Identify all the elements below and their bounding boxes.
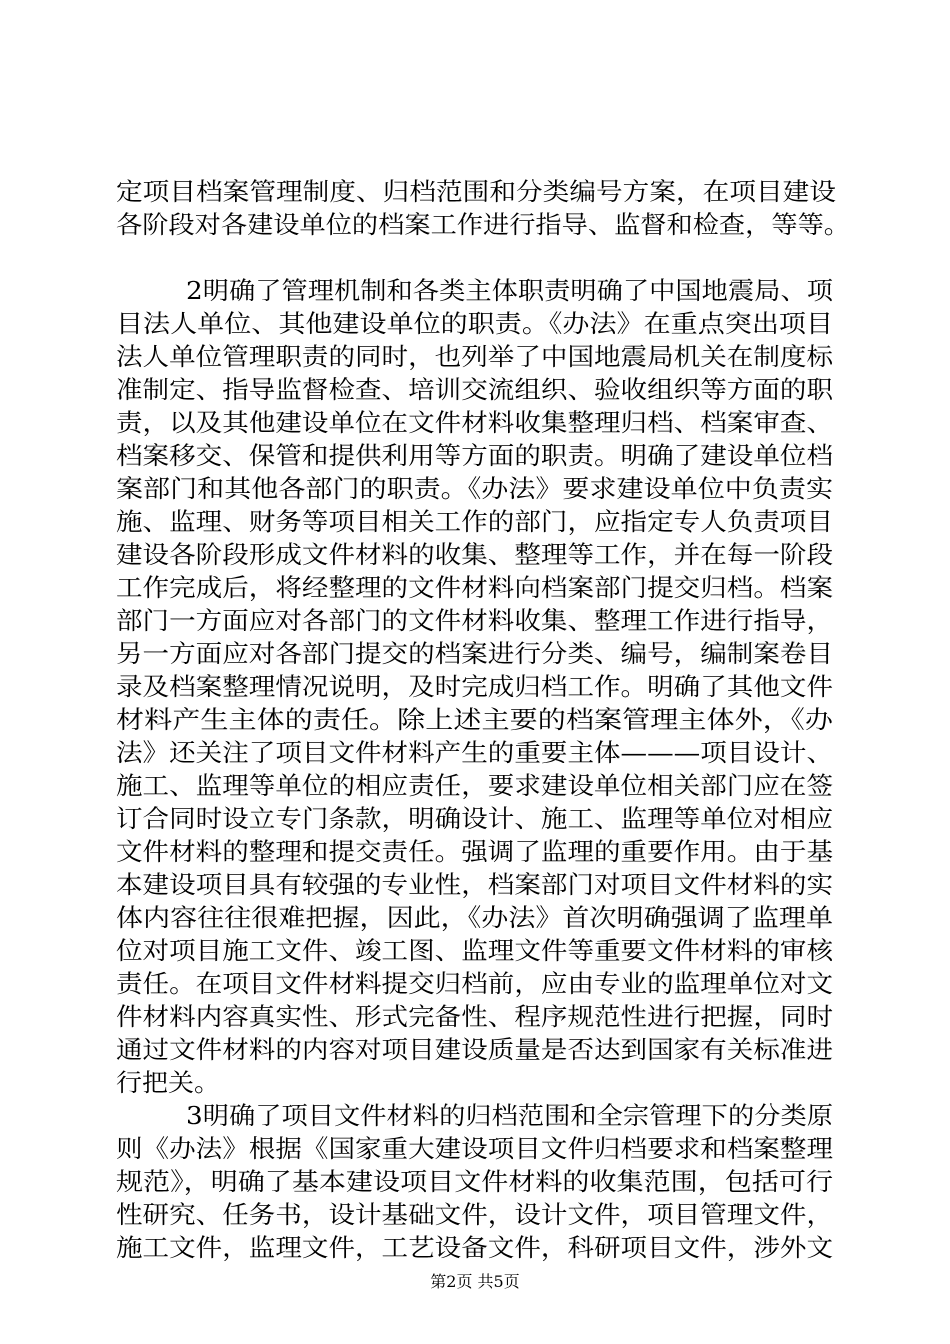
text-line: 另一方面应对各部门提交的档案进行分类、编号，编制案卷目 [116, 639, 833, 668]
text-line: 法》还关注了项目文件材料产生的重要主体———项目设计、 [116, 738, 833, 767]
page-footer [0, 1270, 950, 1294]
text-line: 工作完成后，将经整理的文件材料向档案部门提交归档。档案 [116, 573, 833, 602]
text-line: 准制定、指导监督检查、培训交流组织、验收组织等方面的职 [116, 375, 833, 404]
page-number-label: 第2页 共5页 [430, 1272, 520, 1291]
text-line: 位对项目施工文件、竣工图、监理文件等重要文件材料的审核 [116, 936, 833, 965]
text-line: 行把关。 [116, 1068, 220, 1097]
text-line: 目法人单位、其他建设单位的职责。《办法》在重点突出项目 [116, 309, 833, 338]
text-line: 本建设项目具有较强的专业性，档案部门对项目文件材料的实 [116, 870, 833, 899]
text-line: 则《办法》根据《国家重大建设项目文件归档要求和档案整理 [116, 1134, 833, 1163]
text-line: 规范》，明确了基本建设项目文件材料的收集范围，包括可行 [116, 1167, 833, 1196]
text-line: 各阶段对各建设单位的档案工作进行指导、监督和检查，等等。 [116, 210, 850, 239]
text-line: 文件材料的整理和提交责任。强调了监理的重要作用。由于基 [116, 837, 833, 866]
text-line: 施工文件，监理文件，工艺设备文件，科研项目文件，涉外文 [116, 1233, 833, 1262]
text-line: 责，以及其他建设单位在文件材料收集整理归档、档案审查、 [116, 408, 833, 437]
text-line: 2明确了管理机制和各类主体职责明确了中国地震局、项 [186, 276, 833, 305]
text-line: 定项目档案管理制度、归档范围和分类编号方案，在项目建设 [116, 177, 836, 206]
text-line: 性研究、任务书，设计基础文件，设计文件，项目管理文件， [116, 1200, 833, 1229]
text-line: 责任。在项目文件材料提交归档前，应由专业的监理单位对文 [116, 969, 833, 998]
text-line: 材料产生主体的责任。除上述主要的档案管理主体外，《办 [116, 705, 833, 734]
text-line: 体内容往往很难把握，因此，《办法》首次明确强调了监理单 [116, 903, 833, 932]
text-line: 3明确了项目文件材料的归档范围和全宗管理下的分类原 [186, 1101, 833, 1130]
text-line: 订合同时设立专门条款，明确设计、施工、监理等单位对相应 [116, 804, 833, 833]
text-line: 档案移交、保管和提供利用等方面的职责。明确了建设单位档 [116, 441, 833, 470]
text-line: 件材料内容真实性、形式完备性、程序规范性进行把握，同时 [116, 1002, 833, 1031]
text-line: 部门一方面应对各部门的文件材料收集、整理工作进行指导， [116, 606, 833, 635]
text-line: 法人单位管理职责的同时，也列举了中国地震局机关在制度标 [116, 342, 833, 371]
text-line: 录及档案整理情况说明，及时完成归档工作。明确了其他文件 [116, 672, 833, 701]
text-line: 施工、监理等单位的相应责任，要求建设单位相关部门应在签 [116, 771, 833, 800]
text-line: 施、监理、财务等项目相关工作的部门，应指定专人负责项目 [116, 507, 833, 536]
text-line: 通过文件材料的内容对项目建设质量是否达到国家有关标准进 [116, 1035, 833, 1064]
text-line: 建设各阶段形成文件材料的收集、整理等工作，并在每一阶段 [116, 540, 833, 569]
text-line: 案部门和其他各部门的职责。《办法》要求建设单位中负责实 [116, 474, 833, 503]
